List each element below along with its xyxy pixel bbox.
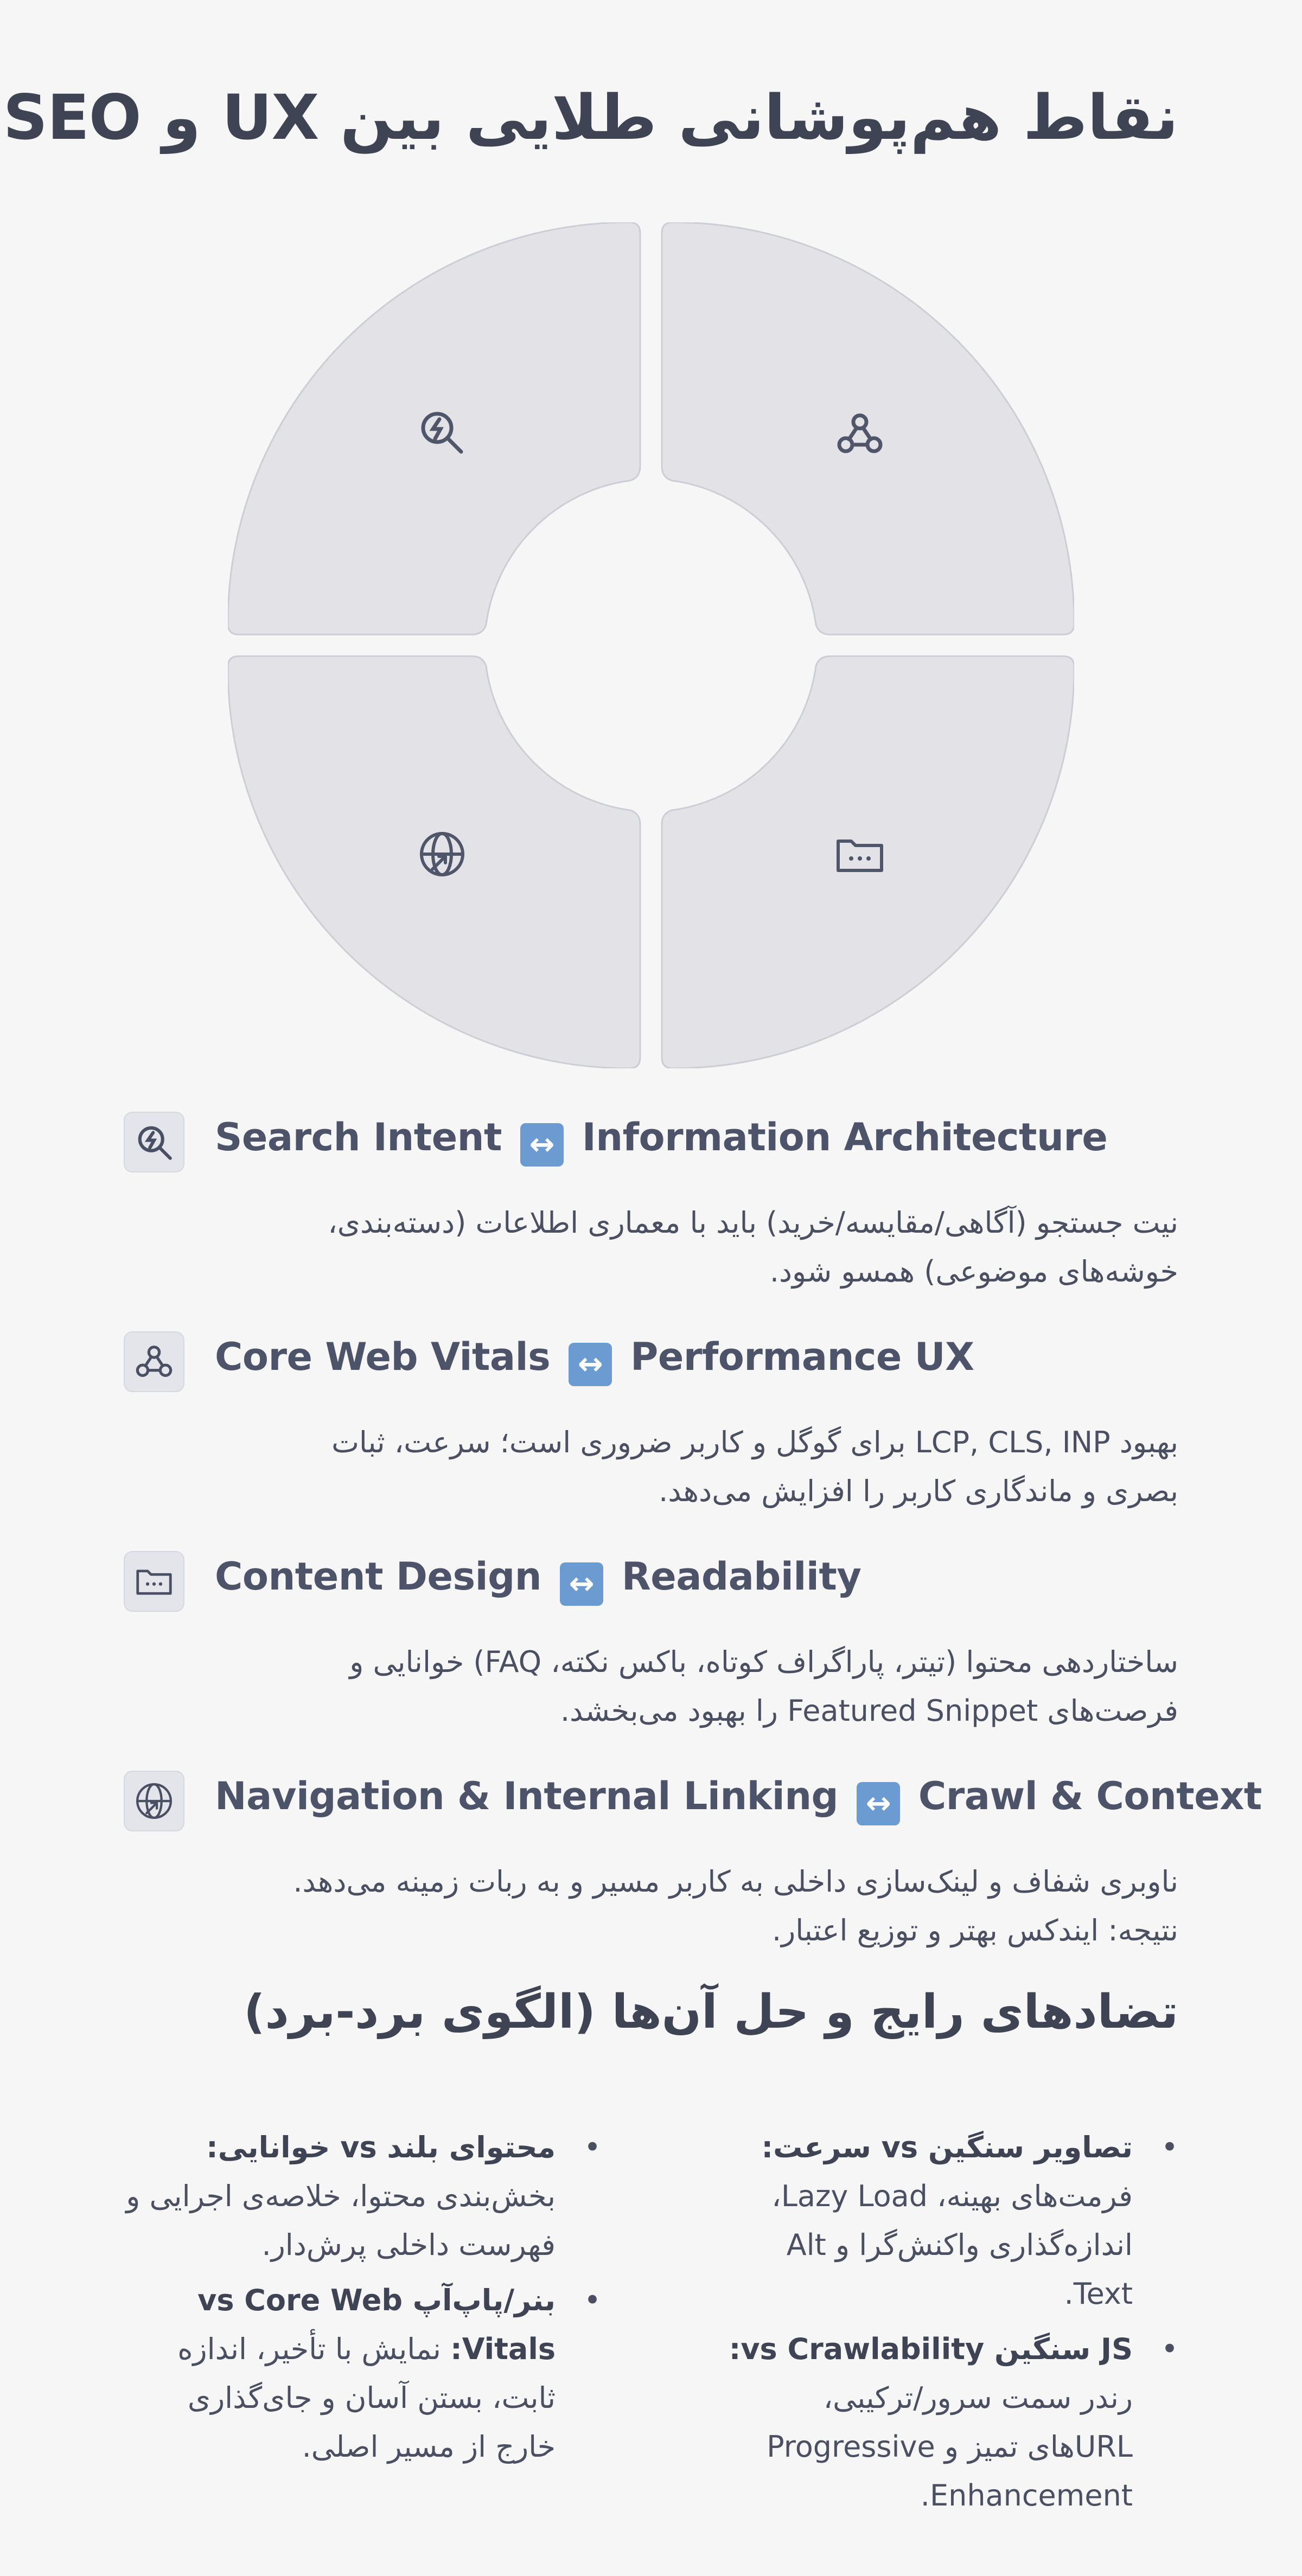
- page-title: نقاط هم‌پوشانی طلایی بین UX و SEO: [3, 81, 1178, 153]
- overlap-section-core-web-vitals: [124, 1331, 1178, 1508]
- overlap-diagram: [228, 222, 1074, 1068]
- title-part-right: Readability: [621, 1554, 861, 1599]
- section-title: [215, 1115, 1107, 1167]
- title-part-right: Information Architecture: [582, 1115, 1108, 1159]
- section-description: بهبود LCP, CLS, INP برای گوگل و کاربر ضروری است؛ سرعت، ثبات بصری و ماندگاری کاربر را افزایش می‌دهد.: [331, 1425, 1178, 1508]
- conflict-text: بخش‌بندی محتوا، خلاصه‌ی اجرایی و فهرست داخلی پرش‌دار.: [126, 2179, 556, 2262]
- bidirectional-arrow-icon: ↔: [569, 1343, 612, 1386]
- conflict-label: محتوای بلند vs خوانایی:: [206, 2130, 556, 2164]
- title-part-left: Search Intent: [215, 1115, 502, 1159]
- quadrant-bottom-right[interactable]: [662, 656, 1074, 1068]
- bullet: •: [1161, 2332, 1178, 2366]
- overlap-section-content-design: [124, 1551, 1178, 1728]
- bidirectional-arrow-icon: ↔: [857, 1782, 900, 1825]
- overlap-section-search-intent: [124, 1112, 1178, 1289]
- bullet: •: [584, 2283, 601, 2317]
- bidirectional-arrow-icon: ↔: [520, 1123, 564, 1167]
- quadrant-top-right[interactable]: [662, 222, 1074, 635]
- conflicts-heading: تضادهای رایج و حل آن‌ها (الگوی برد-برد): [244, 1985, 1178, 2039]
- globe-navigation-icon: [124, 1771, 184, 1831]
- title-part-right: Crawl & Context: [918, 1774, 1262, 1818]
- bullet: •: [584, 2130, 601, 2164]
- search-intent-icon: [124, 1112, 184, 1172]
- conflict-text: رندر سمت سرور/ترکیبی، URLهای تمیز و Progressive Enhancement.: [767, 2381, 1133, 2513]
- overlap-section-navigation: [124, 1771, 1262, 1947]
- list-item: [124, 2123, 601, 2270]
- conflict-text: نمایش با تأخیر، اندازه ثابت، بستن آسان و جای‌گذاری خارج از مسیر اصلی.: [177, 2332, 556, 2464]
- conflict-label: بنر/پاپ‌آپ vs Core Web Vitals:: [197, 2283, 556, 2366]
- section-description: ناوبری شفاف و لینک‌سازی داخلی به کاربر مسیر و به ربات زمینه می‌دهد. نتیجه: ایندکس بهتر و توزیع اعتبار.: [293, 1864, 1178, 1947]
- conflicts-column-right: [712, 2123, 1178, 2527]
- bidirectional-arrow-icon: ↔: [560, 1562, 603, 1606]
- conflicts-column-left: [124, 2123, 601, 2478]
- title-part-left: Core Web Vitals: [215, 1335, 551, 1379]
- title-part-left: Navigation & Internal Linking: [215, 1774, 839, 1818]
- bullet: •: [1161, 2130, 1178, 2164]
- title-part-right: Performance UX: [630, 1335, 974, 1379]
- list-item: [712, 2325, 1178, 2520]
- section-title: [215, 1554, 861, 1606]
- list-item: [712, 2123, 1178, 2318]
- title-part-left: Content Design: [215, 1554, 542, 1599]
- conflict-label: تصاویر سنگین vs سرعت:: [761, 2130, 1133, 2164]
- section-title: [215, 1774, 1262, 1825]
- list-item: [124, 2276, 601, 2471]
- conflict-label: JS سنگین vs Crawlability:: [729, 2332, 1133, 2366]
- webhook-icon: [124, 1331, 184, 1392]
- conflict-text: فرمت‌های بهینه، Lazy Load، اندازه‌گذاری واکنش‌گرا و Alt Text.: [771, 2179, 1133, 2311]
- section-description: نیت جستجو (آگاهی/مقایسه/خرید) باید با معماری اطلاعات (دسته‌بندی، خوشه‌های موضوعی) همسو شود.: [328, 1206, 1178, 1289]
- section-title: [215, 1335, 974, 1386]
- folder-dots-icon: [124, 1551, 184, 1612]
- section-description: ساختاردهی محتوا (تیتر، پاراگراف کوتاه، باکس نکته، FAQ) خوانایی و فرصت‌های Featured Snippet را بهبود می‌بخشد.: [349, 1645, 1178, 1728]
